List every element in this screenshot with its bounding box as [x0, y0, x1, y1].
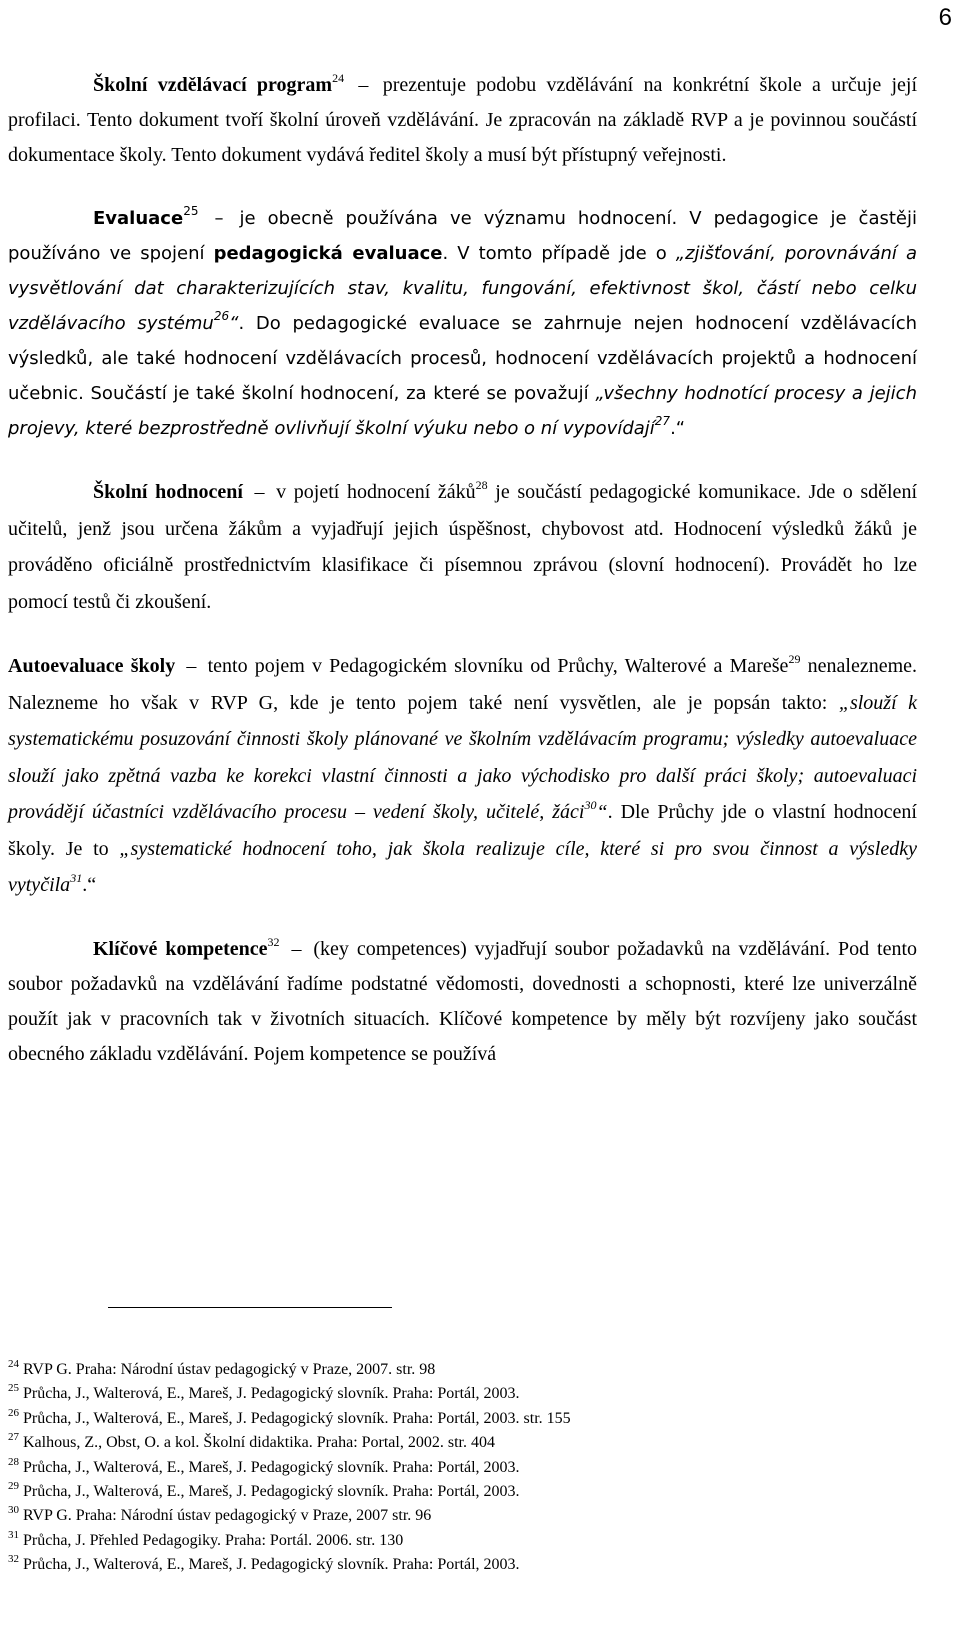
quote-close: “ [229, 313, 239, 334]
em-dash: – [254, 481, 265, 503]
term-skolni-hodnoceni: Školní hodnocení [93, 481, 243, 503]
term-evaluace: Evaluace [93, 208, 184, 229]
footnote-ref-32: 32 [267, 934, 280, 949]
footnote-separator [108, 1307, 392, 1308]
term-autoevaluace-skoly: Autoevaluace školy [8, 655, 176, 677]
footnote-number: 24 [8, 1358, 19, 1370]
footnote-number: 29 [8, 1480, 19, 1493]
paragraph-skolni-hodnoceni [8, 474, 917, 620]
paragraph-autoevaluace-skoly [8, 648, 917, 904]
em-dash: – [291, 937, 302, 960]
footnote-number: 28 [8, 1455, 19, 1468]
footnote-text: RVP G. Praha: Národní ústav pedagogický v Praze, 2007 str. 96 [23, 1507, 432, 1525]
footnote-ref-28: 28 [475, 478, 488, 492]
footnote-26 [8, 1407, 917, 1431]
paragraph-klicove-kompetence [8, 932, 917, 1072]
footnote-ref-25: 25 [183, 204, 199, 218]
footnote-number: 27 [8, 1431, 19, 1444]
paragraph-text: je součástí pedagogické komunikace. Jde o sdělení učitelů, jenž jsou určena žákům a vyjadřují jejich úspěšnost, chybovost atd. Hodnocení výsledků žáků je prováděno oficiálně prostřednictvím klasifikace či písemnou zprávou (slovní hodnocení). Provádět ho lze pomocí testů či zkoušení. [8, 481, 917, 613]
footnote-number: 26 [8, 1406, 19, 1419]
footnote-text: Průcha, J., Walterová, E., Mareš, J. Pedagogický slovník. Praha: Portál, 2003. [23, 1385, 520, 1403]
paragraph-text: nenalezneme. Nalezneme ho však v RVP G, kde je tento pojem také není vysvětlen, ale je popsán takto: [8, 655, 918, 714]
footnote-32 [8, 1553, 917, 1577]
em-dash: – [358, 74, 369, 96]
footnote-29 [8, 1480, 917, 1504]
footnote-text: Průcha, J., Walterová, E., Mareš, J. Pedagogický slovník. Praha: Portál, 2003. [23, 1458, 520, 1476]
quote-autoevaluation-definition: „slouží k systematickému posuzování činnosti školy plánované ve školním vzdělávacím programu; výsledky autoevaluace slouží jako zpětná vazba ke korekci vlastní činnosti a jako východisko pro další práci školy; autoevaluaci provádějí účastníci vzdělávacího procesu – vedení školy, učitelé, žáci [8, 691, 918, 823]
footnote-ref-24: 24 [332, 71, 345, 85]
footnote-ref-27: 27 [654, 414, 671, 428]
footnote-text: Průcha, J., Walterová, E., Mareš, J. Pedagogický slovník. Praha: Portál, 2003. str. 155 [23, 1409, 571, 1427]
footnote-ref-31: 31 [70, 871, 83, 885]
footnote-ref-29: 29 [788, 652, 801, 666]
term-klicove-kompetence: Klíčové kompetence [93, 937, 268, 960]
em-dash: – [214, 208, 224, 229]
footnote-ref-30: 30 [584, 798, 597, 812]
footnote-28 [8, 1456, 917, 1480]
paragraph-text: . V tomto případě jde o [442, 243, 667, 264]
paragraph-evaluace [8, 201, 917, 446]
footnote-30 [8, 1504, 917, 1528]
paragraph-text: . Dle Průchy jde o vlastní hodnocení školy. Je to [8, 801, 917, 860]
footnote-ref-26: 26 [213, 309, 230, 323]
paragraph-text: je obecně používána ve významu hodnocení. V pedagogice je častěji používáno ve spojení [8, 208, 917, 264]
footnote-number: 25 [8, 1382, 19, 1395]
footnote-text: RVP G. Praha: Národní ústav pedagogický v Praze, 2007. str. 98 [23, 1361, 436, 1378]
quote-close: .“ [82, 874, 97, 896]
body-text [8, 68, 917, 1072]
footnotes [8, 1358, 917, 1578]
paragraph-text: (key competences) vyjadřují soubor požadavků na vzdělávání. Pod tento soubor požadavků na vzdělávání řadíme podstatné vědomosti, dovednosti a schopnosti, které lze univerzálně použít jak v pracovních tak v životních situacích. Klíčové kompetence by měly být rozvíjeny jako součást obecného základu vzdělávání. Pojem kompetence se používá [8, 937, 918, 1065]
footnote-number: 31 [8, 1528, 19, 1541]
quote-evaluation-definition: „zjišťování, porovnávání a vysvětlování dat charakterizujících stav, kvalitu, fungování, efektivnost škol, částí nebo celku vzdělávacího systému [8, 243, 917, 334]
quote-close: “ [596, 801, 608, 823]
paragraph-text: . Do pedagogické evaluace se zahrnuje nejen hodnocení vzdělávacích výsledků, ale také hodnocení vzdělávacích procesů, hodnocení vzdělávacích projektů a hodnocení učebnic. Součástí je také školní hodnocení, za které se považují [8, 313, 917, 404]
footnote-24 [8, 1358, 917, 1382]
page-number: 6 [938, 4, 952, 31]
footnote-text: Průcha, J. Přehled Pedagogiky. Praha: Portál. 2006. str. 130 [23, 1531, 404, 1549]
paragraph-text: v pojetí hodnocení žáků [276, 481, 476, 503]
footnote-number: 30 [8, 1504, 19, 1517]
footnote-text: Průcha, J., Walterová, E., Mareš, J. Pedagogický slovník. Praha: Portál, 2003. [23, 1556, 520, 1574]
footnote-31 [8, 1529, 917, 1553]
paragraph-text: tento pojem v Pedagogickém slovníku od Průchy, Walterové a Mareše [207, 655, 789, 677]
paragraph-skolni-vzdelavaci-program [8, 68, 917, 173]
footnote-27 [8, 1431, 917, 1455]
term-skolni-vzdelavaci-program: Školní vzdělávací program [93, 74, 333, 96]
footnote-25 [8, 1382, 917, 1406]
quote-self-assessment: „systematické hodnocení toho, jak škola realizuje cíle, které si pro svou činnost a výsledky vytyčila [8, 837, 917, 896]
paragraph-text: prezentuje podobu vzdělávání na konkrétní škole a určuje její profilaci. Tento dokument tvoří školní úroveň vzdělávání. Je zpracován na základě RVP a je povinnou součástí dokumentace školy. Tento dokument vydává ředitel školy a musí být přístupný veřejnosti. [8, 74, 918, 166]
quote-close: .“ [670, 418, 686, 439]
quote-school-assessment: „všechny hodnotící procesy a jejich projevy, které bezprostředně ovlivňují školní výuku nebo o ní vypovídají [8, 383, 917, 439]
term-pedagogicka-evaluace: pedagogická evaluace [213, 243, 443, 264]
footnote-text: Průcha, J., Walterová, E., Mareš, J. Pedagogický slovník. Praha: Portál, 2003. [23, 1483, 520, 1501]
footnote-number: 32 [8, 1553, 19, 1566]
footnote-text: Kalhous, Z., Obst, O. a kol. Školní didaktika. Praha: Portal, 2002. str. 404 [23, 1434, 495, 1452]
em-dash: – [186, 655, 197, 677]
